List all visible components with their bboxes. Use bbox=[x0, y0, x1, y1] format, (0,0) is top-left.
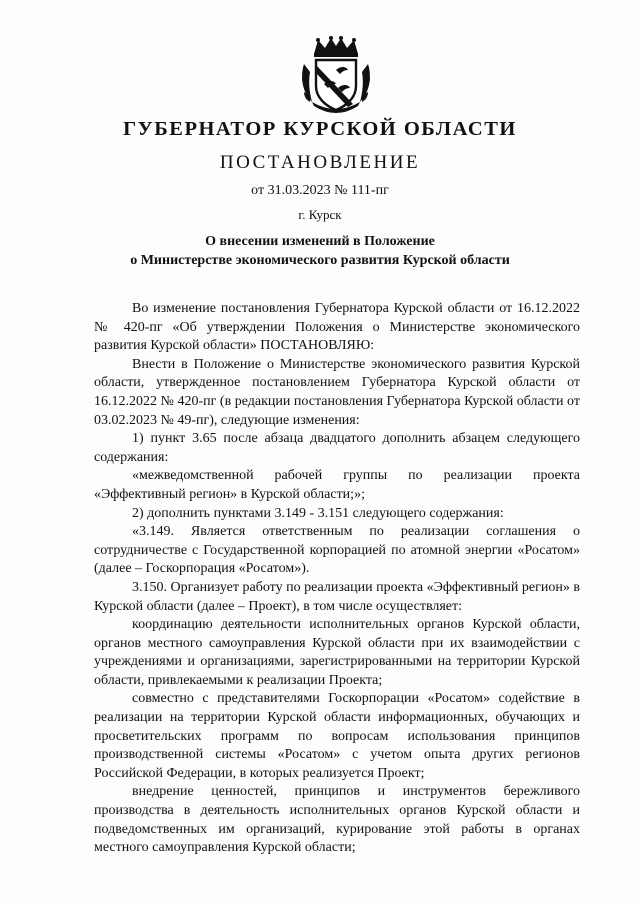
subject-line: о Министерстве экономического развития Курской области bbox=[130, 253, 510, 268]
document-body bbox=[94, 300, 580, 858]
body-paragraph: координацию деятельности исполнительных органов Курской области, органов местного самоуправления Курской области при их взаимодействии с учреждениями и организациями, зарегистрированными на территории Курской области, привлекаемыми к реализации Проекта; bbox=[94, 617, 580, 688]
document-city: г. Курск bbox=[298, 207, 342, 222]
coat-of-arms-icon bbox=[298, 36, 374, 114]
issuing-authority: ГУБЕРНАТОР КУРСКОЙ ОБЛАСТИ bbox=[123, 118, 517, 140]
body-paragraph: «межведомственной рабочей группы по реализации проекта «Эффективный регион» в Курской области;»; bbox=[94, 468, 580, 502]
body-paragraph: 3.150. Организует работу по реализации проекта «Эффективный регион» в Курской области (далее – Проект), в том числе осуществляет: bbox=[94, 579, 580, 614]
subject-line: О внесении изменений в Положение bbox=[205, 234, 435, 249]
body-paragraph: «3.149. Является ответственным по реализации соглашения о сотрудничестве с Государственной корпорацией по атомной энергии «Росатом» (далее – Госкорпорация «Росатом»). bbox=[94, 524, 580, 577]
body-paragraph: Во изменение постановления Губернатора Курской области от 16.12.2022 № 420-пг «Об утверждении Положения о Министерстве экономического развития Курской области» ПОСТАНОВЛЯЮ: bbox=[94, 301, 580, 354]
document-subject bbox=[0, 232, 640, 270]
body-paragraph: 2) дополнить пунктами 3.149 - 3.151 следующего содержания: bbox=[132, 505, 504, 521]
body-paragraph: совместно с представителями Госкорпорации «Росатом» содействие в реализации на территории Курской области информационных, обучающих и просветительских программ по вопросам использования принципов производственной системы «Росатом» с учетом опыта других регионов Российской Федерации, в которых реализуется Проект; bbox=[94, 691, 580, 781]
body-paragraph: Внести в Положение о Министерстве экономического развития Курской области, утвержденное постановлением Губернатора Курской области от 16.12.2022 № 420-пг (в редакции постановления Губернатора Курской области от 03.02.2023 № 49-пг), следующие изменения: bbox=[94, 356, 580, 428]
body-paragraph: внедрение ценностей, принципов и инструментов бережливого производства в деятельность исполнительных органов Курской области и подведомственных им организаций, курирование этой работы в органах местного самоуправления Курской области; bbox=[94, 784, 580, 856]
document-date-number: от 31.03.2023 № 111-пг bbox=[251, 183, 389, 198]
document-type: ПОСТАНОВЛЕНИЕ bbox=[219, 152, 421, 173]
body-paragraph: 1) пункт 3.65 после абзаца двадцатого дополнить абзацем следующего содержания: bbox=[94, 431, 580, 465]
